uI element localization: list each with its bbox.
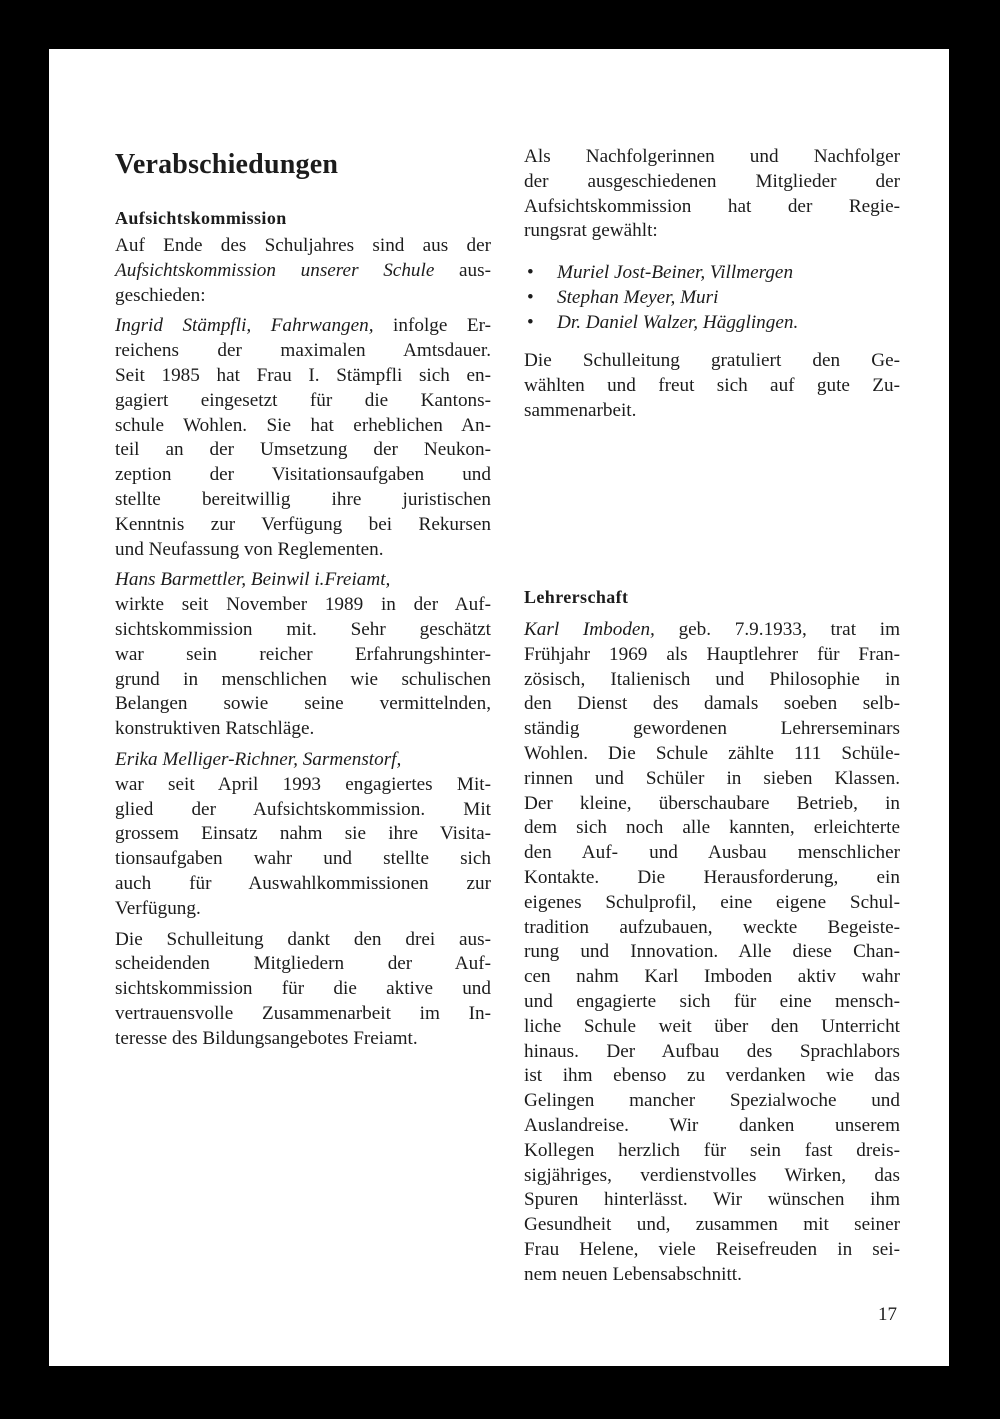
successors-intro [524, 145, 900, 244]
congrats-line: wählten und freut sich auf gute Zu- [524, 374, 900, 396]
teacher-line: liche Schule weit über den Unterricht [524, 1015, 900, 1037]
teacher-line: Frühjahr 1969 als Hauptlehrer für Fran- [524, 643, 900, 665]
successor-name: Muriel Jost-Beiner, Villmergen [557, 262, 794, 284]
member-line: sichtskommission mit. Sehr geschätzt [115, 618, 491, 640]
teacher-line: zösisch, Italienisch und Philosophie in [524, 668, 900, 690]
member-line: grossem Einsatz nahm sie ihre Visita- [115, 823, 491, 845]
member-line: Kenntnis zur Verfügung bei Rekursen [115, 513, 491, 535]
teacher-line: den Dienst des damals soeben selb- [524, 693, 900, 715]
teacher-line: Der kleine, überschaubare Betrieb, in [524, 792, 900, 814]
left-column [115, 147, 491, 1052]
congrats-line: sammenarbeit. [524, 399, 637, 421]
teacher-line: ist ihm ebenso zu verdanken wie das [524, 1065, 900, 1087]
document-page [49, 49, 949, 1366]
thanks-paragraph [115, 928, 491, 1052]
member-first-line [115, 314, 491, 339]
thanks-line: teresse des Bildungsangebotes Freiamt. [115, 1027, 418, 1049]
bullet-icon: • [527, 262, 534, 284]
teacher-line: Gesundheit und, zusammen mit seiner [524, 1214, 900, 1236]
thanks-line: Die Schulleitung dankt den drei aus- [115, 928, 491, 950]
member-name: Hans Barmettler, Beinwil i.Freiamt, [115, 569, 391, 591]
successor-item [524, 260, 900, 285]
bullet-icon: • [527, 312, 534, 334]
section-heading-aufsichtskommission: Aufsichtskommission [115, 208, 287, 228]
member-name: Erika Melliger-Richner, Sarmenstorf, [115, 748, 402, 770]
teacher-line: und engagierte sich für eine mensch- [524, 990, 900, 1012]
teacher-line: rinnen und Schüler in sieben Klassen. [524, 767, 900, 789]
member-line: auch für Auswahlkommissionen zur [115, 872, 491, 894]
teacher-line: Gelingen mancher Spezialwoche und [524, 1090, 900, 1112]
member-line: tionsaufgaben wahr und stellte sich [115, 848, 491, 870]
member-line: Belangen sowie seine vermittelnden, [115, 693, 491, 715]
intro-line: geschieden: [115, 284, 206, 306]
teacher-line: Kontakte. Die Herausforderung, ein [524, 866, 900, 888]
member-line: teil an der Umsetzung der Neukon- [115, 439, 491, 461]
intro-line: Aufsichtskommission unserer Schule aus- [115, 259, 491, 281]
teacher-line: tradition aufzubauen, weckte Begeiste- [524, 916, 900, 938]
teacher-paragraph [524, 618, 900, 1288]
teacher-name: Karl Imboden, [524, 619, 655, 640]
teacher-line: Spuren hinterlässt. Wir wünschen ihm [524, 1189, 900, 1211]
teacher-line: Frau Helene, viele Reisefreuden in sei- [524, 1238, 900, 1260]
member-line: konstruktiven Ratschläge. [115, 718, 315, 740]
congrats-line: Die Schulleitung gratuliert den Ge- [524, 350, 900, 372]
teacher-line: ständig gewordenen Lehrerseminars [524, 718, 900, 740]
teacher-line: den Auf- und Ausbau menschlicher [524, 842, 900, 864]
teacher-line: cen nahm Karl Imboden aktiv wahr [524, 966, 900, 988]
successor-item [524, 285, 900, 310]
member-line: wirkte seit November 1989 in der Auf- [115, 594, 491, 616]
member-paragraph-2 [115, 568, 491, 742]
member-name: Ingrid Stämpfli, Fahrwangen, [115, 315, 374, 337]
successors-intro-line: der ausgeschiedenen Mitglieder der [524, 170, 900, 192]
thanks-line: scheidenden Mitgliedern der Auf- [115, 953, 491, 975]
thanks-line: vertrauensvolle Zusammenarbeit im In- [115, 1002, 491, 1024]
member-paragraph-3 [115, 748, 491, 922]
teacher-line: nem neuen Lebensabschnitt. [524, 1263, 742, 1285]
successors-intro-line: rungsrat gewählt: [524, 220, 658, 242]
section-heading-lehrerschaft: Lehrerschaft [524, 587, 629, 607]
member-line: und Neufassung von Reglementen. [115, 538, 384, 560]
successors-intro-line: Aufsichtskommission hat der Regie- [524, 195, 900, 217]
teacher-line: Wohlen. Die Schule zählte 111 Schüle- [524, 742, 900, 764]
member-line: Seit 1985 hat Frau I. Stämpfli sich en- [115, 364, 491, 386]
thanks-line: sichtskommission für die aktive und [115, 978, 491, 1000]
teacher-text: geb. 7.9.1933, trat im [654, 619, 900, 640]
teacher-line: eigenes Schulprofil, eine eigene Schul- [524, 891, 900, 913]
successor-name: Stephan Meyer, Muri [557, 287, 719, 309]
intro-italic: Aufsichtskommission unserer Schule [115, 259, 435, 281]
successors-intro-line: Als Nachfolgerinnen und Nachfolger [524, 146, 900, 167]
member-line: schule Wohlen. Sie hat erheblichen An- [115, 414, 491, 436]
member-line: reichens der maximalen Amtsdauer. [115, 340, 491, 362]
member-text: infolge Er- [373, 315, 491, 337]
member-line: grund in menschlichen wie schulischen [115, 668, 491, 690]
intro-line: Auf Ende des Schuljahres sind aus der [115, 235, 491, 256]
teacher-line: hinaus. Der Aufbau des Sprachlabors [524, 1040, 900, 1062]
member-line: war sein reicher Erfahrungshinter- [115, 643, 491, 665]
member-line: Verfügung. [115, 897, 201, 919]
teacher-first-line [524, 618, 900, 643]
right-column [524, 147, 900, 424]
member-paragraph-1 [115, 314, 491, 562]
successor-item [524, 310, 900, 335]
intro-paragraph [115, 234, 491, 308]
teacher-line: Auslandreise. Wir danken unserem [524, 1114, 900, 1136]
teacher-line: dem sich noch alle kannten, erleichterte [524, 817, 900, 839]
member-line: gagiert eingesetzt für die Kantons- [115, 389, 491, 411]
successors-list [524, 260, 900, 335]
page-title: Verabschiedungen [115, 149, 339, 180]
member-line: stellte bereitwillig ihre juristischen [115, 488, 491, 510]
member-line: war seit April 1993 engagiertes Mit- [115, 773, 491, 795]
teacher-line: Kollegen herzlich für sein fast dreis- [524, 1139, 900, 1161]
member-line: zeption der Visitationsaufgaben und [115, 464, 491, 486]
teacher-line: rung und Innovation. Alle diese Chan- [524, 941, 900, 963]
member-line: glied der Aufsichtskommission. Mit [115, 798, 491, 820]
successor-name: Dr. Daniel Walzer, Hägglingen. [557, 312, 799, 334]
bullet-icon: • [527, 287, 534, 309]
congrats-paragraph [524, 349, 900, 423]
page-number: 17 [878, 1304, 897, 1325]
teacher-line: sigjähriges, verdienstvolles Wirken, das [524, 1164, 900, 1186]
